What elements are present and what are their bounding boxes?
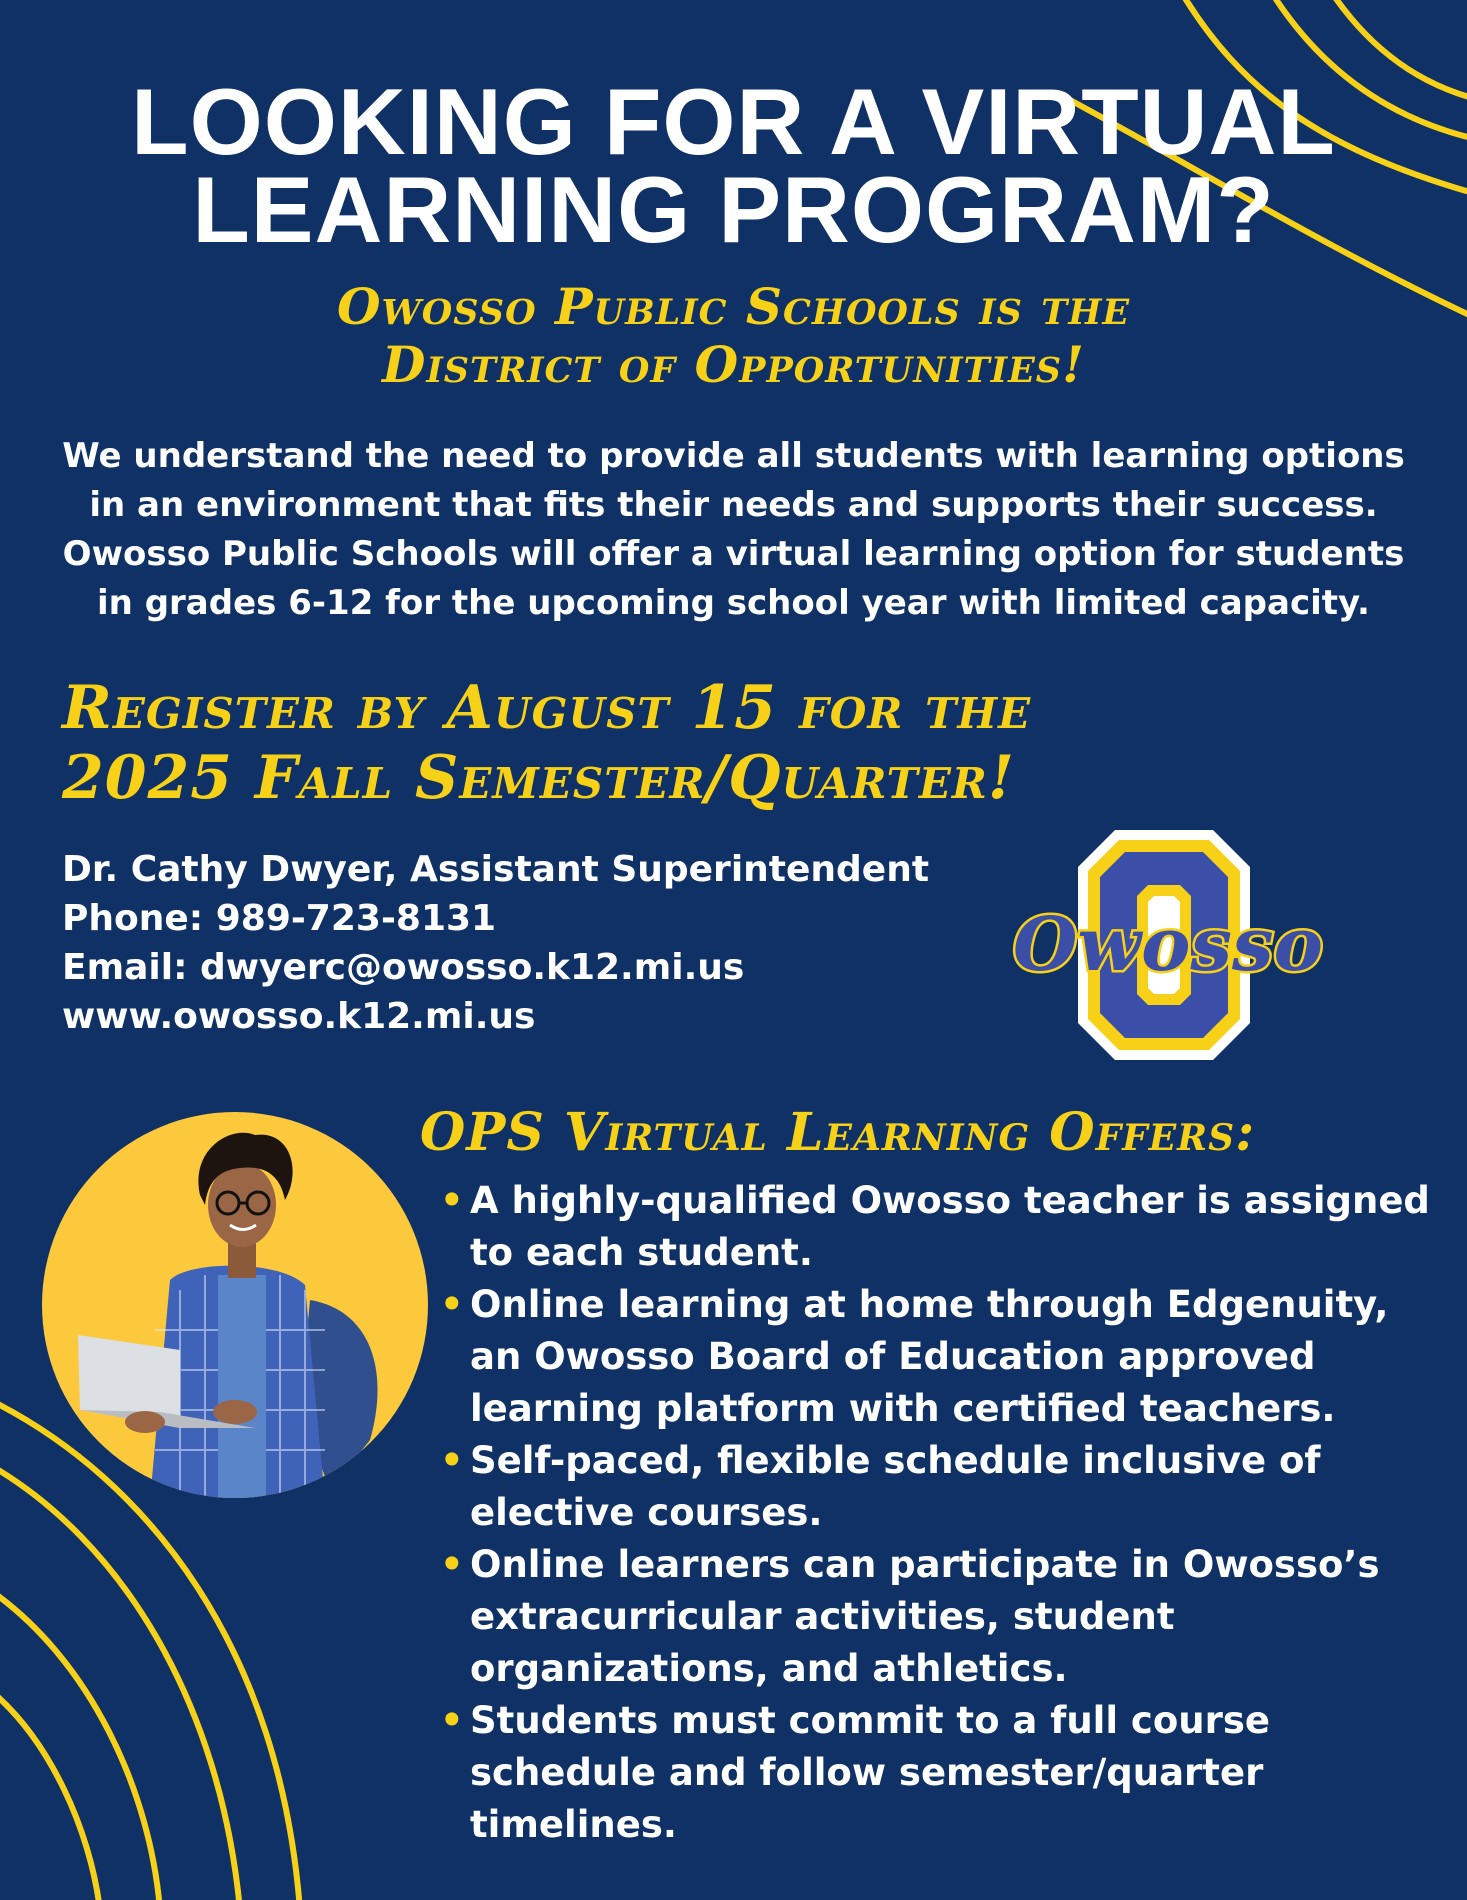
register-line-1: Register by August 15 for the bbox=[62, 673, 1032, 743]
intro-line: Owosso Public Schools will offer a virtual learning option for students bbox=[62, 534, 1405, 574]
contact-website[interactable]: www.owosso.k12.mi.us bbox=[62, 996, 536, 1037]
curve-bottom-3 bbox=[0, 1590, 160, 1900]
contact-name: Dr. Cathy Dwyer, Assistant Superintendent bbox=[62, 849, 930, 890]
offer-item: • Online learners can participate in Owosso’s extracurricular activities, student organizations, and athletics. bbox=[440, 1539, 1450, 1695]
register-line-2: 2025 Fall Semester/Quarter! bbox=[62, 743, 1016, 813]
contact-phone[interactable]: Phone: 989-723-8131 bbox=[62, 898, 497, 939]
curve-bottom-4 bbox=[0, 1690, 100, 1900]
intro-line: in an environment that fits their needs and supports their success. bbox=[89, 485, 1378, 525]
student-photo bbox=[40, 1110, 430, 1500]
tagline-line-1: Owosso Public Schools is the bbox=[336, 277, 1131, 336]
intro-line: We understand the need to provide all students with learning options bbox=[62, 436, 1405, 476]
owosso-logo bbox=[1013, 830, 1395, 1070]
student-hand bbox=[213, 1400, 257, 1424]
student-tshirt bbox=[218, 1275, 266, 1500]
student-hand-2 bbox=[125, 1411, 165, 1433]
offers-title: OPS Virtual Learning Offers: bbox=[420, 1102, 1256, 1163]
offers-list bbox=[440, 1175, 1450, 1851]
register-deadline bbox=[62, 673, 1031, 813]
tagline-line-2: District of Opportunities! bbox=[382, 335, 1085, 394]
intro-line: in grades 6-12 for the upcoming school year with limited capacity. bbox=[97, 583, 1370, 623]
tagline bbox=[0, 278, 1467, 394]
offer-item: • Students must commit to a full course schedule and follow semester/quarter timelines. bbox=[440, 1695, 1450, 1851]
contact-email[interactable]: Email: dwyerc@owosso.k12.mi.us bbox=[62, 947, 745, 988]
headline bbox=[0, 69, 1467, 262]
curve-bottom-2 bbox=[0, 1465, 240, 1900]
logo-wordmark: Owosso bbox=[1013, 902, 1323, 988]
offer-item: • A highly-qualified Owosso teacher is assigned to each student. bbox=[440, 1175, 1450, 1279]
contact-info bbox=[62, 845, 929, 1041]
offer-item: • Online learning at home through Edgenuity, an Owosso Board of Education approved learning platform with certified teachers. bbox=[440, 1279, 1450, 1435]
headline-line-2: LEARNING PROGRAM? bbox=[192, 157, 1275, 262]
student-neck bbox=[228, 1242, 256, 1278]
headline-line-1: LOOKING FOR A VIRTUAL bbox=[131, 69, 1336, 174]
intro-paragraph bbox=[40, 432, 1427, 628]
offer-item: • Self-paced, flexible schedule inclusive of elective courses. bbox=[440, 1435, 1450, 1539]
